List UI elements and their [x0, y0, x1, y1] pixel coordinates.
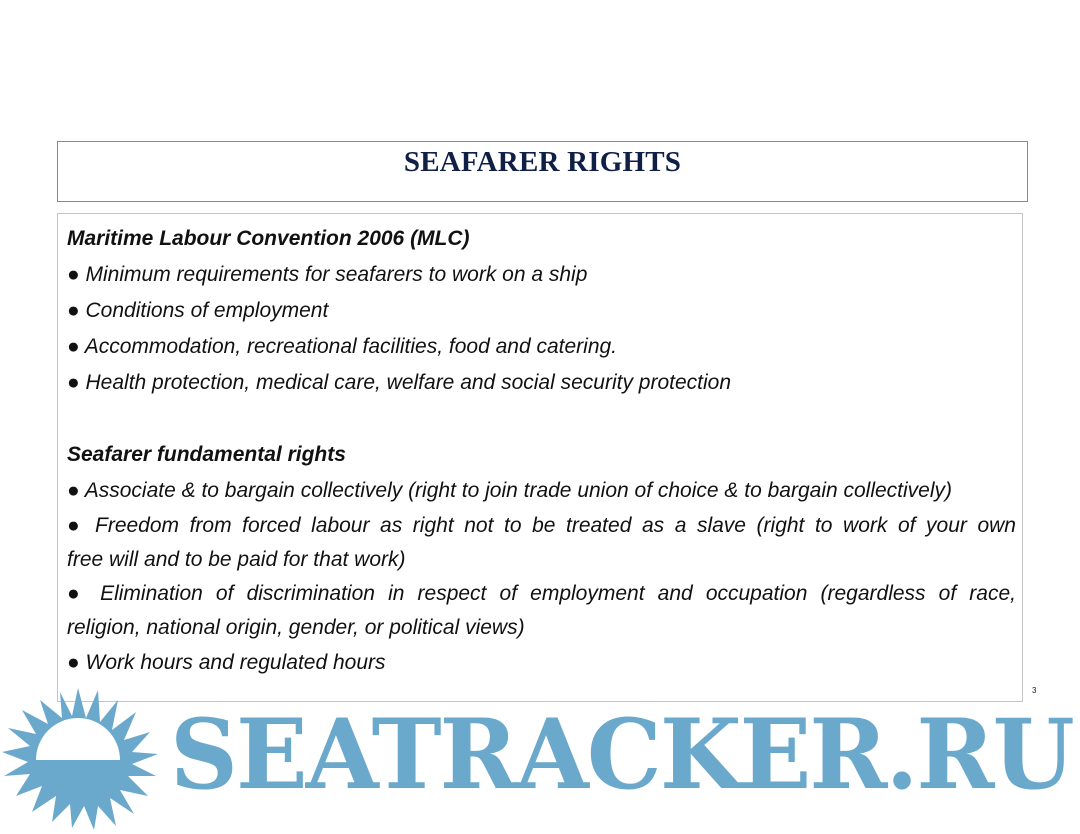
- list-item: ● Accommodation, recreational facilities, food and catering.: [67, 335, 618, 358]
- content-box: [57, 213, 1023, 702]
- list-item: ● Elimination of discrimination in respect of employment and occupation (regardless of race,: [67, 582, 1016, 605]
- title-box: [57, 141, 1028, 202]
- list-item: ● Freedom from forced labour as right not to be treated as a slave (right to work of your own: [67, 514, 1016, 537]
- list-item-continuation: free will and to be paid for that work): [67, 548, 406, 571]
- spacer: [67, 401, 1016, 437]
- section-heading-mlc: Maritime Labour Convention 2006 (MLC): [67, 227, 470, 250]
- page-number: 3: [1032, 686, 1037, 695]
- slide-title: SEAFARER RIGHTS: [403, 146, 682, 178]
- list-item: ● Conditions of employment: [67, 299, 329, 322]
- content-body: [67, 221, 1016, 681]
- list-item-continuation: religion, national origin, gender, or political views): [67, 616, 525, 639]
- watermark-text: SEATRACKER.RU: [170, 698, 1073, 811]
- list-item: ● Minimum requirements for seafarers to work on a ship: [67, 263, 588, 286]
- list-item: ● Health protection, medical care, welfare and social security protection: [67, 371, 732, 394]
- list-item: ● Work hours and regulated hours: [67, 651, 386, 674]
- list-item: ● Associate & to bargain collectively (right to join trade union of choice & to bargain collectively): [67, 479, 953, 502]
- section-heading-fundamental-rights: Seafarer fundamental rights: [67, 443, 346, 466]
